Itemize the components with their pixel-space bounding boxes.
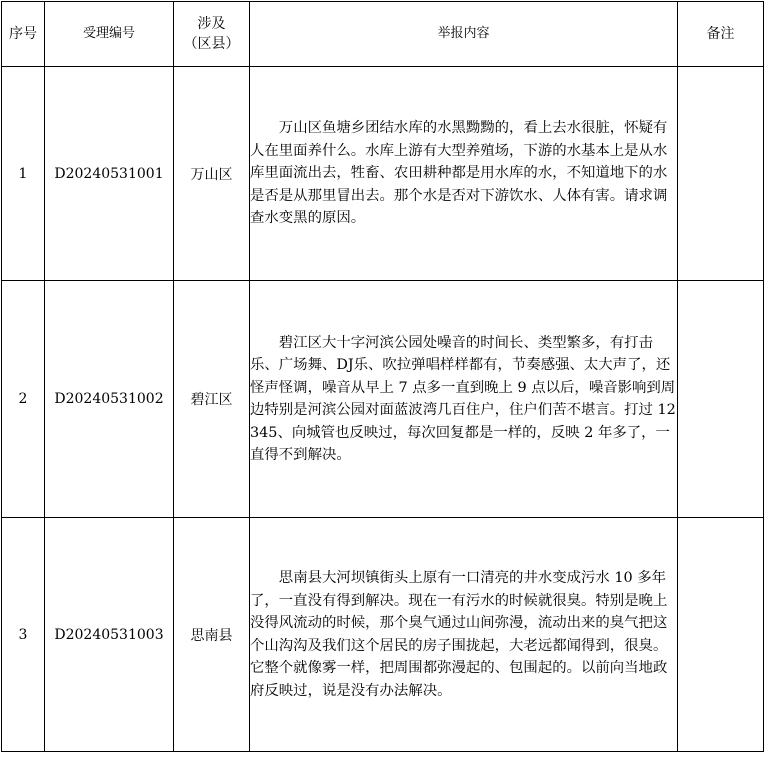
header-id: 受理编号 <box>45 2 174 67</box>
cell-seq: 1 <box>2 67 45 281</box>
header-area-line2: （区县） <box>183 36 240 52</box>
cell-seq: 3 <box>2 518 45 752</box>
cell-id: D20240531002 <box>45 281 174 518</box>
header-remark: 备注 <box>678 2 764 67</box>
cell-seq: 2 <box>2 281 45 518</box>
report-table <box>1 1 764 752</box>
cell-content: 思南县大河坝镇街头上原有一口清亮的井水变成污水 10 多年了，一直没有得到解决。现在一有污水的时候就很臭。特别是晚上没得风流动的时候，那个臭气通过山间弥漫，流动出来的臭气把这个山沟沟及我们这个居民的房子围拢起，大老远都闻得到，很臭。它整个就像雾一样，把周围都弥漫起的、包围起的。以前向当地政府反映过，说是没有办法解决。 <box>250 518 678 752</box>
table-row <box>2 67 764 281</box>
header-row <box>2 2 764 67</box>
cell-area: 万山区 <box>174 67 250 281</box>
cell-id: D20240531001 <box>45 67 174 281</box>
cell-remark <box>678 281 764 518</box>
cell-content: 万山区鱼塘乡团结水库的水黑黝黝的，看上去水很脏，怀疑有人在里面养什么。水库上游有大型养殖场，下游的水基本上是从水库里面流出去，牲畜、农田耕种都是用水库的水，不知道地下的水是否是从那里冒出去。那个水是否对下游饮水、人体有害。请求调查水变黑的原因。 <box>250 67 678 281</box>
table-row <box>2 281 764 518</box>
cell-remark <box>678 518 764 752</box>
cell-id: D20240531003 <box>45 518 174 752</box>
table-row <box>2 518 764 752</box>
cell-content: 碧江区大十字河滨公园处噪音的时间长、类型繁多，有打击乐、广场舞、DJ乐、吹拉弹唱样样都有，节奏感强、太大声了，还怪声怪调，噪音从早上 7 点多一直到晚上 9 点以后，噪音影响到周边特别是河滨公园对面蓝波湾几百住户，住户们苦不堪言。打过 12345、向城管也反映过，每次回复都是一样的，反映 2 年多了，一直得不到解决。 <box>250 281 678 518</box>
header-seq: 序号 <box>2 2 45 67</box>
header-content: 举报内容 <box>250 2 678 67</box>
header-area <box>174 2 250 67</box>
cell-area: 碧江区 <box>174 281 250 518</box>
cell-remark <box>678 67 764 281</box>
cell-area: 思南县 <box>174 518 250 752</box>
header-area-line1: 涉及 <box>197 16 226 32</box>
